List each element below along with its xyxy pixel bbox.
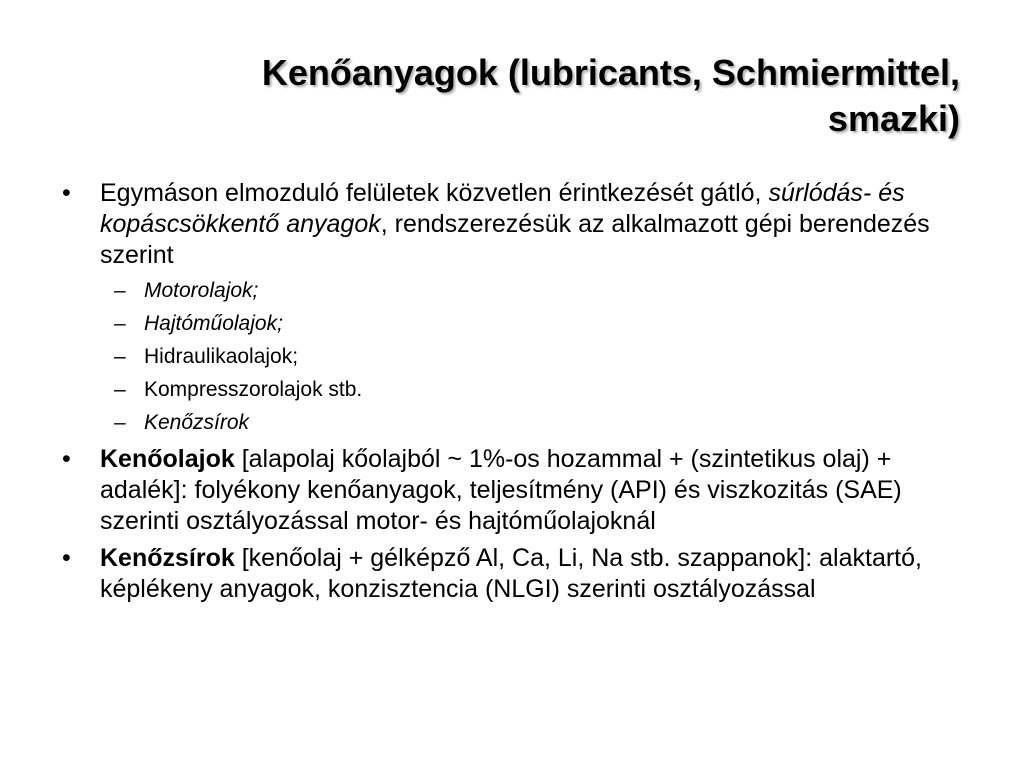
dash-icon: – (114, 378, 126, 401)
sub-item-hajtomuolajok (100, 310, 978, 337)
slide-title (80, 50, 960, 142)
kenozsirok-term: Kenőzsírok (100, 544, 235, 572)
sub-item-label: Kompresszorolajok stb. (144, 378, 363, 401)
bullet-icon: • (62, 179, 71, 207)
kenozsirok-description: [kenőolaj + gélképző Al, Ca, Li, Na stb. szappanok]: alaktartó, képlékeny anyagok, konzisztencia (NLGI) szerinti osztályozással (100, 544, 922, 603)
kenoolajok-description: [alapolaj kőolajból ~ 1%-os hozammal + (szintetikus olaj) + adalék]: folyékony kenőanyagok, teljesítmény (API) és viszkozitás (SAE) szerinti osztályozással motor- és hajtóműolajoknál (100, 445, 902, 535)
dash-icon: – (114, 411, 126, 434)
definition-text-end: , rendszerezésük az alkalmazott gépi berendezés szerint (100, 210, 930, 269)
definition-text-start: Egymáson elmozduló felületek közvetlen érintkezését gátló, (100, 179, 762, 207)
title-line-1: Kenőanyagok (lubricants, Schmiermittel, (261, 52, 960, 93)
kenoolajok-term: Kenőolajok (100, 445, 235, 473)
dash-icon: – (114, 279, 126, 302)
bullet-item-definition (58, 178, 978, 436)
bullet-icon: • (62, 544, 71, 572)
sub-item-motorolajok (100, 277, 978, 304)
definition-italic-text: súrlódás- és kopáscsökkentő anyagok (100, 179, 905, 238)
sub-item-hidraulikaolajok (100, 343, 978, 370)
slide-body (58, 178, 978, 611)
bullet-icon: • (62, 445, 71, 473)
lubricant-type-list (100, 277, 978, 436)
sub-item-kenozsirok (100, 409, 978, 436)
bullet-item-kenozsirok (58, 543, 978, 605)
sub-item-label: Kenőzsírok (144, 411, 250, 434)
dash-icon: – (114, 345, 126, 368)
sub-item-label: Hidraulikaolajok; (144, 345, 299, 368)
sub-item-label: Motorolajok; (144, 279, 259, 302)
title-line-2: smazki) (827, 98, 960, 139)
sub-item-label: Hajtóműolajok; (144, 312, 283, 335)
bullet-item-kenoolajok (58, 444, 978, 537)
dash-icon: – (114, 312, 126, 335)
sub-item-kompresszorolajok (100, 376, 978, 403)
